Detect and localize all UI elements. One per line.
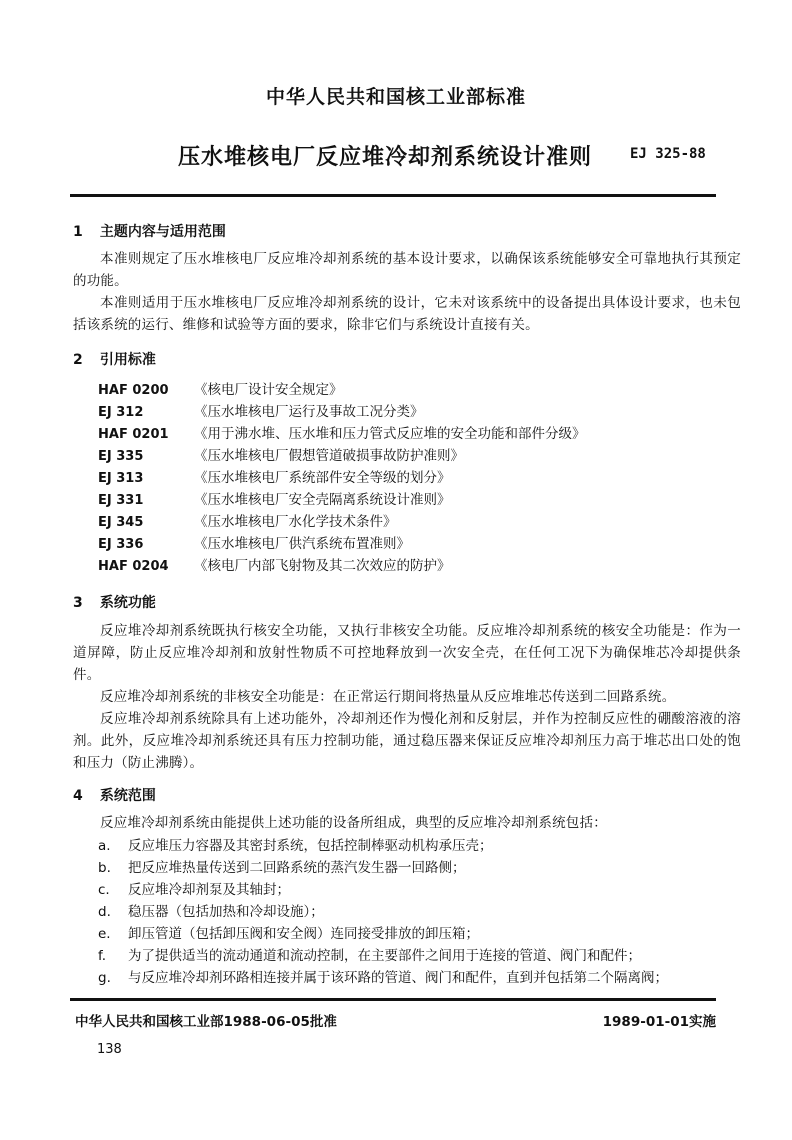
list-marker: d. — [98, 904, 111, 920]
reference-item — [98, 444, 718, 466]
section-3-heading — [73, 592, 156, 612]
list-marker: c. — [98, 882, 110, 898]
list-marker: e. — [98, 926, 111, 942]
reference-item — [98, 378, 718, 400]
section-number: 1 — [73, 224, 83, 240]
reference-title: 《压水堆核电厂系统部件安全等级的划分》 — [194, 470, 451, 486]
standard-code: EJ 325-88 — [630, 146, 706, 162]
reference-title: 《压水堆核电厂供汽系统布置准则》 — [194, 536, 410, 552]
section-title: 系统范围 — [99, 788, 156, 804]
section-number: 2 — [73, 352, 83, 368]
section-3-paragraph-3: 反应堆冷却剂系统除具有上述功能外，冷却剂还作为慢化剂和反射层，并作为控制反应性的硼酸溶液的溶剂。此外，反应堆冷却剂系统还具有压力控制功能，通过稳压器来保证反应堆冷却剂压力高于堆芯出口处的饱和压力（防止沸腾）。 — [73, 711, 741, 771]
section-title: 系统功能 — [99, 595, 156, 611]
section-1-paragraph-2: 本准则适用于压水堆核电厂反应堆冷却剂系统的设计，它未对该系统中的设备提出具体设计要求，也未包括该系统的运行、维修和试验等方面的要求，除非它们与系统设计直接有关。 — [73, 295, 741, 333]
section-1-heading — [73, 221, 226, 241]
system-scope-list — [98, 834, 738, 988]
list-item — [98, 966, 738, 988]
section-title: 引用标准 — [99, 352, 156, 368]
reference-item — [98, 466, 718, 488]
reference-code: EJ 335 — [98, 449, 144, 464]
standard-title: 压水堆核电厂反应堆冷却剂系统设计准则 — [177, 145, 592, 170]
section-1-paragraph-1: 本准则规定了压水堆核电厂反应堆冷却剂系统的基本设计要求，以确保该系统能够安全可靠地执行其预定的功能。 — [73, 251, 741, 289]
list-item — [98, 856, 738, 878]
list-text: 与反应堆冷却剂环路相连接并属于该环路的管道、阀门和配件，直到并包括第二个隔离阀； — [128, 970, 668, 986]
reference-code: HAF 0204 — [98, 559, 169, 574]
reference-code: EJ 313 — [98, 471, 144, 486]
list-text: 反应堆冷却剂泵及其轴封； — [128, 882, 290, 898]
reference-item — [98, 510, 718, 532]
reference-list — [98, 378, 718, 576]
list-item — [98, 878, 738, 900]
reference-title: 《核电厂内部飞射物及其二次效应的防护》 — [194, 558, 451, 574]
approval-date: 中华人民共和国核工业部1988-06-05批准 — [75, 1014, 337, 1030]
reference-item — [98, 532, 718, 554]
reference-code: EJ 336 — [98, 537, 144, 552]
section-number: 4 — [73, 788, 83, 804]
list-text: 反应堆压力容器及其密封系统，包括控制棒驱动机构承压壳； — [128, 838, 493, 854]
reference-item — [98, 400, 718, 422]
reference-item — [98, 422, 718, 444]
section-4-heading — [73, 785, 156, 805]
reference-title: 《压水堆核电厂运行及事故工况分类》 — [194, 404, 424, 420]
reference-code: EJ 331 — [98, 493, 144, 508]
list-item — [98, 834, 738, 856]
reference-code: EJ 312 — [98, 405, 144, 420]
list-item — [98, 944, 738, 966]
page-number: 138 — [97, 1042, 122, 1057]
header-rule — [70, 194, 716, 197]
section-3-paragraph-1: 反应堆冷却剂系统既执行核安全功能，又执行非核安全功能。反应堆冷却剂系统的核安全功能是：作为一道屏障，防止反应堆冷却剂和放射性物质不可控地释放到一次安全壳，在任何工况下为确保堆芯冷却提供条件。 — [73, 623, 741, 683]
reference-title: 《核电厂设计安全规定》 — [194, 382, 343, 398]
list-text: 把反应堆热量传送到二回路系统的蒸汽发生器一回路侧； — [128, 860, 466, 876]
section-4-intro: 反应堆冷却剂系统由能提供上述功能的设备所组成，典型的反应堆冷却剂系统包括： — [100, 815, 607, 831]
reference-code: EJ 345 — [98, 515, 144, 530]
organization-title: 中华人民共和国核工业部标准 — [265, 86, 526, 108]
list-item — [98, 900, 738, 922]
reference-title: 《压水堆核电厂安全壳隔离系统设计准则》 — [194, 492, 451, 508]
list-text: 稳压器（包括加热和冷却设施）； — [128, 904, 324, 920]
implementation-date: 1989-01-01实施 — [602, 1014, 716, 1030]
reference-title: 《压水堆核电厂假想管道破损事故防护准则》 — [194, 448, 464, 464]
reference-item — [98, 554, 718, 576]
section-title: 主题内容与适用范围 — [99, 224, 226, 240]
reference-title: 《用于沸水堆、压水堆和压力管式反应堆的安全功能和部件分级》 — [194, 426, 586, 442]
reference-title: 《压水堆核电厂水化学技术条件》 — [194, 514, 397, 530]
section-3-paragraph-2: 反应堆冷却剂系统的非核安全功能是：在正常运行期间将热量从反应堆堆芯传送到二回路系统。 — [100, 689, 676, 705]
list-marker: g. — [98, 970, 111, 986]
list-marker: a. — [98, 838, 111, 854]
reference-item — [98, 488, 718, 510]
reference-code: HAF 0200 — [98, 383, 169, 398]
list-item — [98, 922, 738, 944]
reference-code: HAF 0201 — [98, 427, 169, 442]
list-marker: b. — [98, 860, 111, 876]
list-text: 卸压管道（包括卸压阀和安全阀）连同接受排放的卸压箱； — [128, 926, 479, 942]
section-2-heading — [73, 349, 156, 369]
list-text: 为了提供适当的流动通道和流动控制，在主要部件之间用于连接的管道、阀门和配件； — [128, 948, 641, 964]
section-number: 3 — [73, 595, 83, 611]
list-marker: f. — [98, 948, 107, 964]
footer-rule — [70, 998, 716, 1001]
